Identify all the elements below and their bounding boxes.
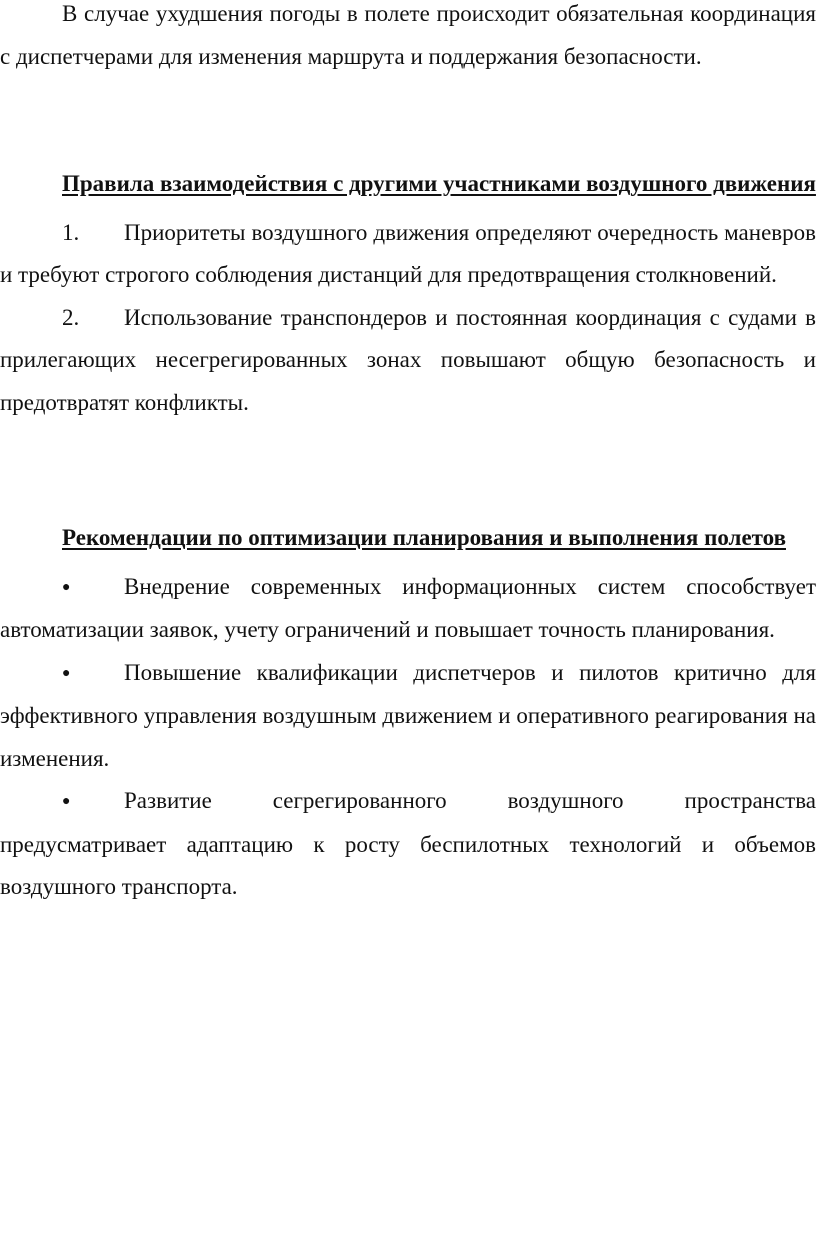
bullet-item-text: Внедрение современных информационных систем способствует автоматизации заявок, учету ограничений и повышает точность планирования. [0,573,816,642]
bullet-item [0,652,816,781]
intro-paragraph: В случае ухудшения погоды в полете происходит обязательная координация с диспетчерами для изменения маршрута и поддержания безопасности. [0,1,816,69]
section-gap [0,78,816,163]
list-item-text: Приоритеты воздушного движения определяют очередность маневров и требуют строгого соблюдения дистанций для предотвращения столкновений. [0,219,816,287]
bullet-dot-icon: ● [62,665,71,681]
bullet-item-text: Развитие сегрегированного воздушного пространства предусматривает адаптацию к росту беспилотных технологий и объемов воздушного транспорта. [0,788,816,899]
section2-heading: Рекомендации по оптимизации планирования и выполнения полетов [62,525,786,550]
bullet-dot-icon: ● [62,579,71,595]
section1-heading: Правила взаимодействия с другими участниками воздушного движения [62,171,816,196]
list-item [0,212,816,297]
bullet-marker [62,780,124,824]
bullet-item-text: Повышение квалификации диспетчеров и пилотов критично для эффективного управления воздушным движением и оперативного реагирования на изменения. [0,659,816,771]
list-number: 1. [62,219,80,245]
list-number: 2. [62,304,80,330]
bullet-marker [62,652,124,696]
bullet-item [0,780,816,909]
section-gap [0,424,816,517]
list-item-text: Использование транспондеров и постоянная координация с судами в прилегающих несегрегированных зонах повышают общую безопасность и предотвратят конфликты. [0,304,816,415]
bullet-marker [62,566,124,610]
list-item [0,297,816,425]
bullet-item [0,566,816,652]
bullet-dot-icon: ● [62,794,71,809]
